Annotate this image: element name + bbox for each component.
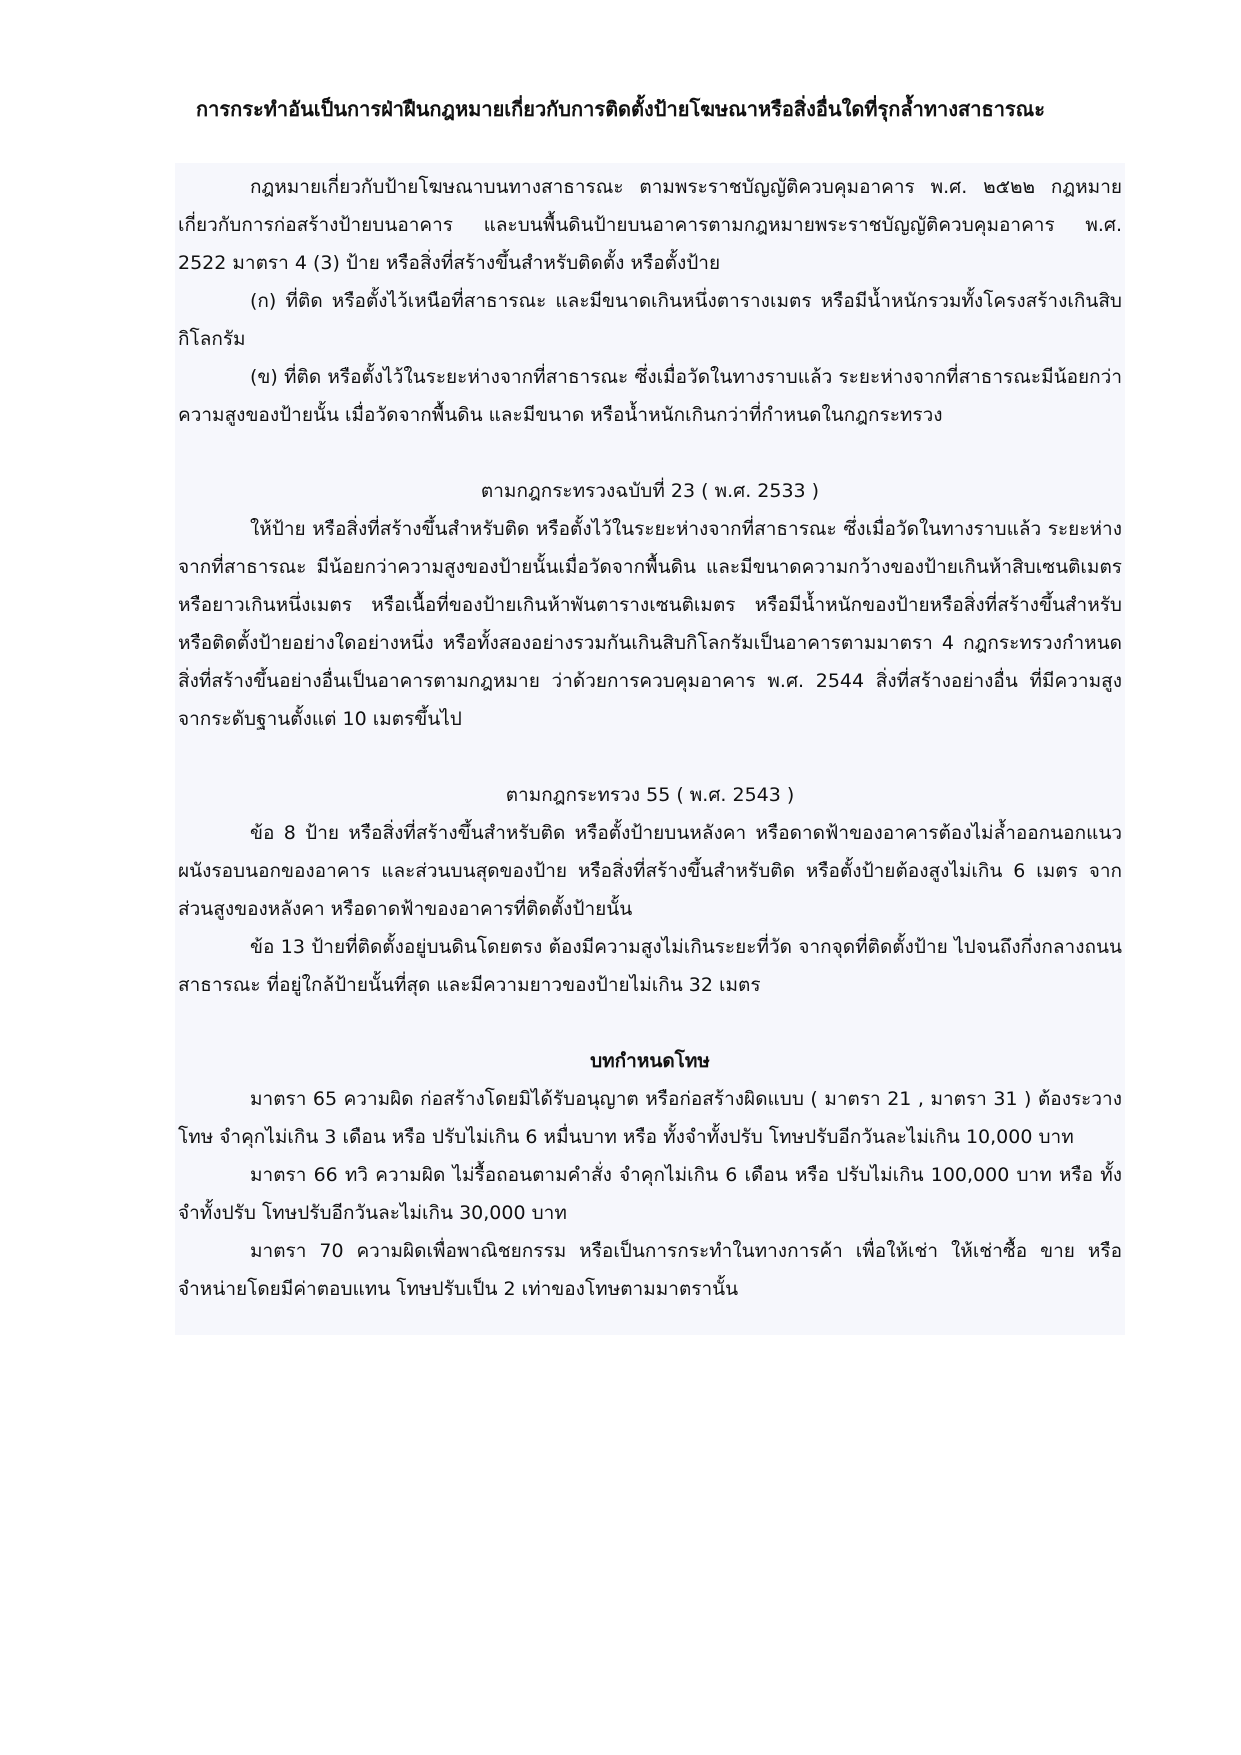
section-23-paragraph: ให้ป้าย หรือสิ่งที่สร้างขึ้นสำหรับติด หรือตั้งไว้ในระยะห่างจากที่สาธารณะ ซึ่งเมื่อวัดในทางราบแล้ว ระยะห่างจากที่สาธารณะ มีน้อยกว่าความสูงของป้ายนั้นเมื่อวัดจากพื้นดิน และมีขนาดความกว้างของป้ายเกินห้าสิบเซนติเมตร หรือยาวเกินหนึ่งเมตร หรือเนื้อที่ของป้ายเกินห้าพันตารางเซนติเมตร หรือมีน้ำหนักของป้ายหรือสิ่งที่สร้างขึ้นสำหรับ หรือติดตั้งป้ายอย่างใดอย่างหนึ่ง หรือทั้งสองอย่างรวมกันเกินสิบกิโลกรัมเป็นอาคารตามมาตรา 4 กฎกระทรวงกำหนดสิ่งที่สร้างขึ้นอย่างอื่นเป็นอาคารตามกฎหมาย ว่าด้วยการควบคุมอาคาร พ.ศ. 2544 สิ่งที่สร้างอย่างอื่น ที่มีความสูงจากระดับฐานตั้งแต่ 10 เมตรขึ้นไป [178,518,1122,730]
spacer [178,434,1122,472]
penalty-paragraph-1: มาตรา 65 ความผิด ก่อสร้างโดยมิได้รับอนุญาต หรือก่อสร้างผิดแบบ ( มาตรา 21 , มาตรา 31 ) ต้องระวางโทษ จำคุกไม่เกิน 3 เดือน หรือ ปรับไม่เกิน 6 หมื่นบาท หรือ ทั้งจำทั้งปรับ โทษปรับอีกวันละไม่เกิน 10,000 บาท [178,1088,1122,1148]
spacer [178,1004,1122,1042]
penalty-paragraph-2: มาตรา 66 ทวิ ความผิด ไม่รื้อถอนตามคำสั่ง จำคุกไม่เกิน 6 เดือน หรือ ปรับไม่เกิน 100,000 บาท หรือ ทั้งจำทั้งปรับ โทษปรับอีกวันละไม่เกิน 30,000 บาท [178,1164,1122,1224]
document-body [178,168,1122,1308]
intro-paragraph-1: กฎหมายเกี่ยวกับป้ายโฆษณาบนทางสาธารณะ ตามพระราชบัญญัติควบคุมอาคาร พ.ศ. ๒๕๒๒ กฎหมายเกี่ยวกับการก่อสร้างป้ายบนอาคาร และบนพื้นดินป้ายบนอาคารตามกฎหมายพระราชบัญญัติควบคุมอาคาร พ.ศ. 2522 มาตรา 4 (3) ป้าย หรือสิ่งที่สร้างขึ้นสำหรับติดตั้ง หรือตั้งป้าย [178,176,1122,274]
intro-paragraph-3: (ข) ที่ติด หรือตั้งไว้ในระยะห่างจากที่สาธารณะ ซึ่งเมื่อวัดในทางราบแล้ว ระยะห่างจากที่สาธารณะมีน้อยกว่าความสูงของป้ายนั้น เมื่อวัดจากพื้นดิน และมีขนาด หรือน้ำหนักเกินกว่าที่กำหนดในกฎกระทรวง [178,366,1122,426]
section-23-heading: ตามกฎกระทรวงฉบับที่ 23 ( พ.ศ. 2533 ) [480,480,820,502]
page-title: การกระทำอันเป็นการฝ่าฝืนกฎหมายเกี่ยวกับการติดตั้งป้ายโฆษณาหรือสิ่งอื่นใดที่รุกล้ำทางสาธารณะ [196,97,1045,121]
penalty-paragraph-3: มาตรา 70 ความผิดเพื่อพาณิชยกรรม หรือเป็นการกระทำในทางการค้า เพื่อให้เช่า ให้เช่าซื้อ ขาย หรือ จำหน่ายโดยมีค่าตอบแทน โทษปรับเป็น 2 เท่าของโทษตามมาตรานั้น [178,1240,1122,1300]
section-55-paragraph-2: ข้อ 13 ป้ายที่ติดตั้งอยู่บนดินโดยตรง ต้องมีความสูงไม่เกินระยะที่วัด จากจุดที่ติดตั้งป้าย ไปจนถึงกึ่งกลางถนนสาธารณะ ที่อยู่ใกล้ป้ายนั้นที่สุด และมีความยาวของป้ายไม่เกิน 32 เมตร [178,936,1122,996]
section-55-paragraph-1: ข้อ 8 ป้าย หรือสิ่งที่สร้างขึ้นสำหรับติด หรือตั้งป้ายบนหลังคา หรือดาดฟ้าของอาคารต้องไม่ล้ำออกนอกแนวผนังรอบนอกของอาคาร และส่วนบนสุดของป้าย หรือสิ่งที่สร้างขึ้นสำหรับติด หรือตั้งป้ายต้องสูงไม่เกิน 6 เมตร จากส่วนสูงของหลังคา หรือดาดฟ้าของอาคารที่ติดตั้งป้ายนั้น [178,822,1122,920]
section-55-heading: ตามกฎกระทรวง 55 ( พ.ศ. 2543 ) [505,784,795,806]
spacer [178,738,1122,776]
penalties-heading: บทกำหนดโทษ [590,1050,710,1072]
intro-paragraph-2: (ก) ที่ติด หรือตั้งไว้เหนือที่สาธารณะ และมีขนาดเกินหนึ่งตารางเมตร หรือมีน้ำหนักรวมทั้งโครงสร้างเกินสิบกิโลกรัม [178,290,1122,350]
